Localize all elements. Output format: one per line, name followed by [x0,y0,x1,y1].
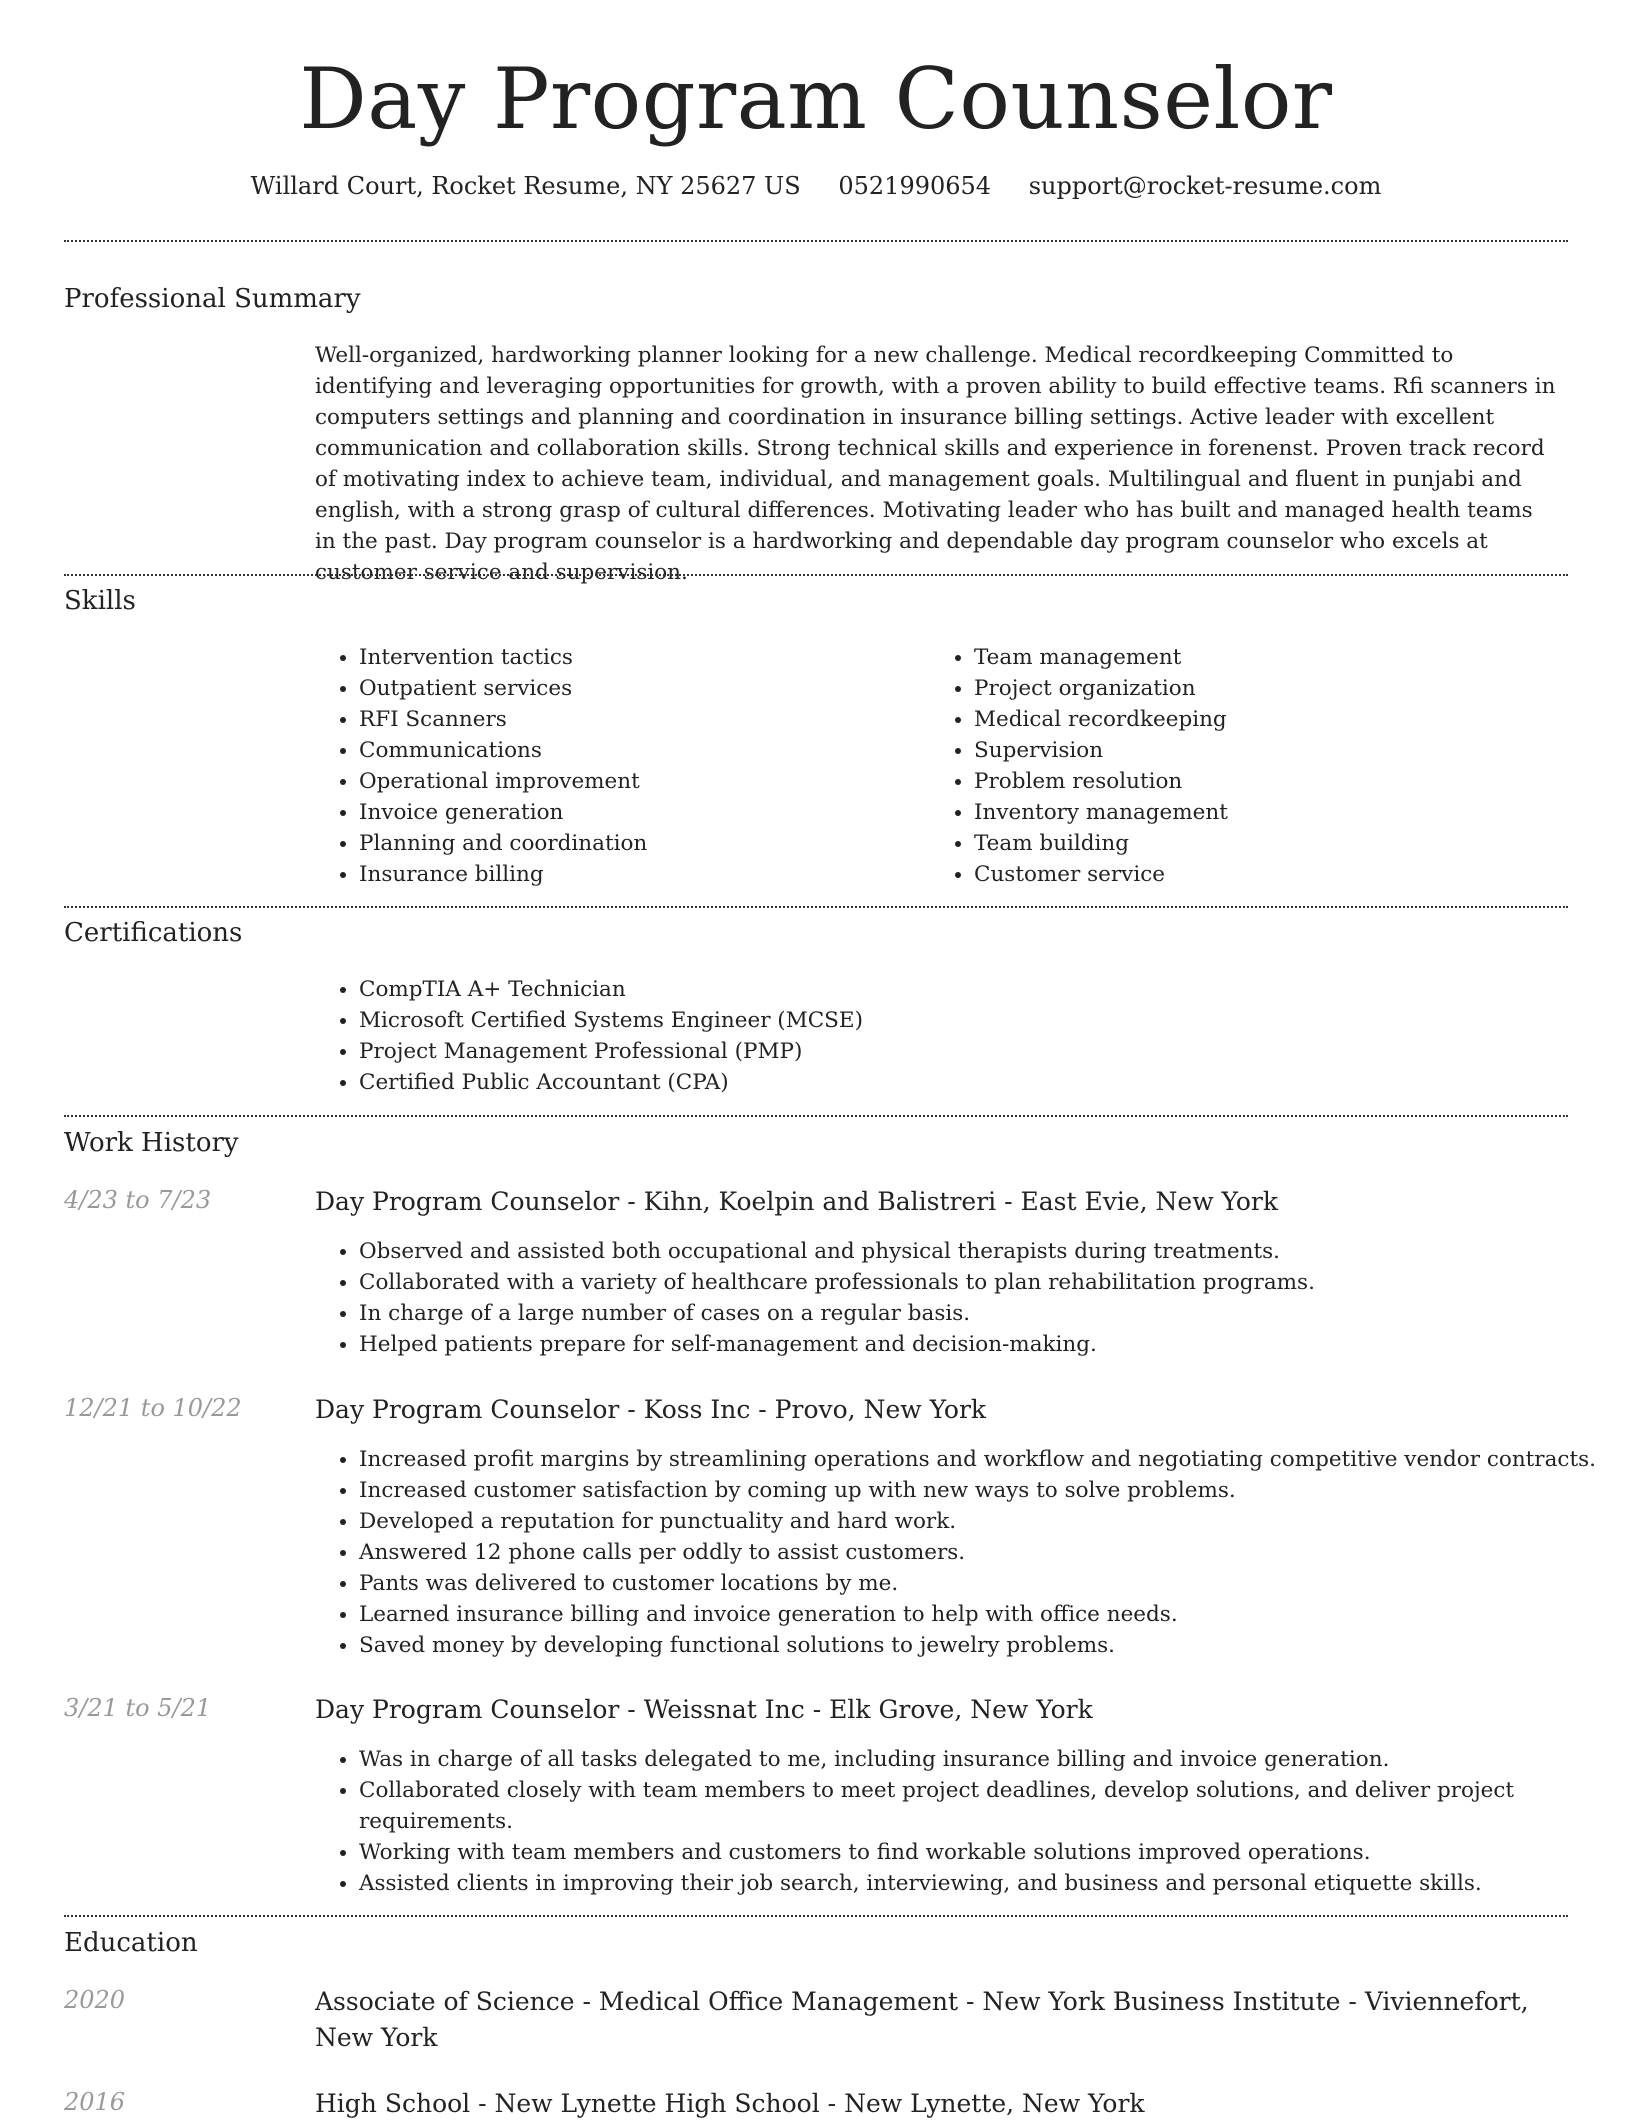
list-item: • Microsoft Certified Systems Engineer (MCSE) [359,1005,1604,1036]
job-title: Day Program Counselor - Kihn, Koelpin and Balistreri - East Evie, New York [315,1187,1279,1216]
divider [64,906,1568,908]
education-year: 2020 [64,1986,126,2014]
list-item: • Invoice generation [359,797,919,828]
summary-text: Well-organized, hardworking planner looking for a new challenge. Medical recordkeeping Committed to identifying and leveraging opportunities for growth, with a proven ability to build effective teams. Rfi scanners in computers settings and planning and coordination in insurance billing settings. Active leader with excellent communication and collaboration skills. Strong technical skills and experience in forenenst. Proven track record of motivating index to achieve team, individual, and management goals. Multilingual and fluent in punjabi and english, with a strong grasp of cultural differences. Motivating leader who has built and managed health teams in the past. Day program counselor is a hardworking and dependable day program counselor who excels at customer service and supervision. [315,343,1556,585]
list-item: • Intervention tactics [359,642,919,673]
contact-address: Willard Court, Rocket Resume, NY 25627 US [250,172,801,200]
list-item: • RFI Scanners [359,704,919,735]
job-dates: 3/21 to 5/21 [64,1694,212,1722]
list-item: • CompTIA A+ Technician [359,974,1604,1005]
contact-phone: 0521990654 [838,172,992,200]
education-title: High School - New Lynette High School - New Lynette, New York [315,2089,1145,2118]
list-item: • Problem resolution [974,766,1534,797]
list-item: • Outpatient services [359,673,919,704]
divider [64,240,1568,242]
list-item: • Planning and coordination [359,828,919,859]
contact-email: support@rocket-resume.com [1028,172,1382,200]
job-bullets [315,1744,1604,1899]
certifications-heading: Certifications [64,918,243,948]
job-bullets [315,1444,1604,1661]
list-item: • Developed a reputation for punctuality and hard work. [359,1506,1604,1537]
list-item: • Increased profit margins by streamlining operations and workflow and negotiating competitive vendor contracts. [359,1444,1604,1475]
list-item: • Pants was delivered to customer locations by me. [359,1568,1604,1599]
list-item: • Assisted clients in improving their job search, interviewing, and business and personal etiquette skills. [359,1868,1604,1899]
work-history-heading: Work History [64,1128,239,1158]
list-item: • Inventory management [974,797,1534,828]
resume-name: Day Program Counselor [299,50,1333,148]
education-heading: Education [64,1928,198,1958]
list-item: • Increased customer satisfaction by coming up with new ways to solve problems. [359,1475,1604,1506]
job-dates: 4/23 to 7/23 [64,1186,212,1214]
skills-list-left [315,642,919,890]
list-item: • Medical recordkeeping [974,704,1534,735]
list-item: • Customer service [974,859,1534,890]
list-item: • In charge of a large number of cases on a regular basis. [359,1298,1604,1329]
list-item: • Certified Public Accountant (CPA) [359,1067,1604,1098]
list-item: • Learned insurance billing and invoice generation to help with office needs. [359,1599,1604,1630]
list-item: • Team management [974,642,1534,673]
skills-list-right [930,642,1534,890]
education-year: 2016 [64,2088,126,2116]
skills-heading: Skills [64,586,136,616]
job-title: Day Program Counselor - Koss Inc - Provo, New York [315,1395,987,1424]
job-title: Day Program Counselor - Weissnat Inc - Elk Grove, New York [315,1695,1093,1724]
list-item: • Insurance billing [359,859,919,890]
job-bullets [315,1236,1604,1360]
certifications-list [315,974,1604,1098]
divider [64,1115,1568,1117]
list-item: • Collaborated closely with team members to meet project deadlines, develop solutions, and deliver project requirements. [359,1775,1604,1837]
job-dates: 12/21 to 10/22 [64,1394,242,1422]
list-item: • Collaborated with a variety of healthcare professionals to plan rehabilitation programs. [359,1267,1604,1298]
list-item: • Project Management Professional (PMP) [359,1036,1604,1067]
list-item: • Project organization [974,673,1534,704]
list-item: • Working with team members and customers to find workable solutions improved operations. [359,1837,1604,1868]
list-item: • Helped patients prepare for self-management and decision-making. [359,1329,1604,1360]
list-item: • Communications [359,735,919,766]
contact-line [0,172,1632,200]
list-item: • Observed and assisted both occupational and physical therapists during treatments. [359,1236,1604,1267]
list-item: • Answered 12 phone calls per oddly to assist customers. [359,1537,1604,1568]
list-item: • Saved money by developing functional solutions to jewelry problems. [359,1630,1604,1661]
education-title: Associate of Science - Medical Office Management - New York Business Institute - Viviennefort, New York [315,1987,1529,2052]
divider [64,574,1568,576]
list-item: • Team building [974,828,1534,859]
list-item: • Operational improvement [359,766,919,797]
divider [64,1915,1568,1917]
list-item: • Was in charge of all tasks delegated to me, including insurance billing and invoice generation. [359,1744,1604,1775]
summary-heading: Professional Summary [64,284,361,314]
list-item: • Supervision [974,735,1534,766]
